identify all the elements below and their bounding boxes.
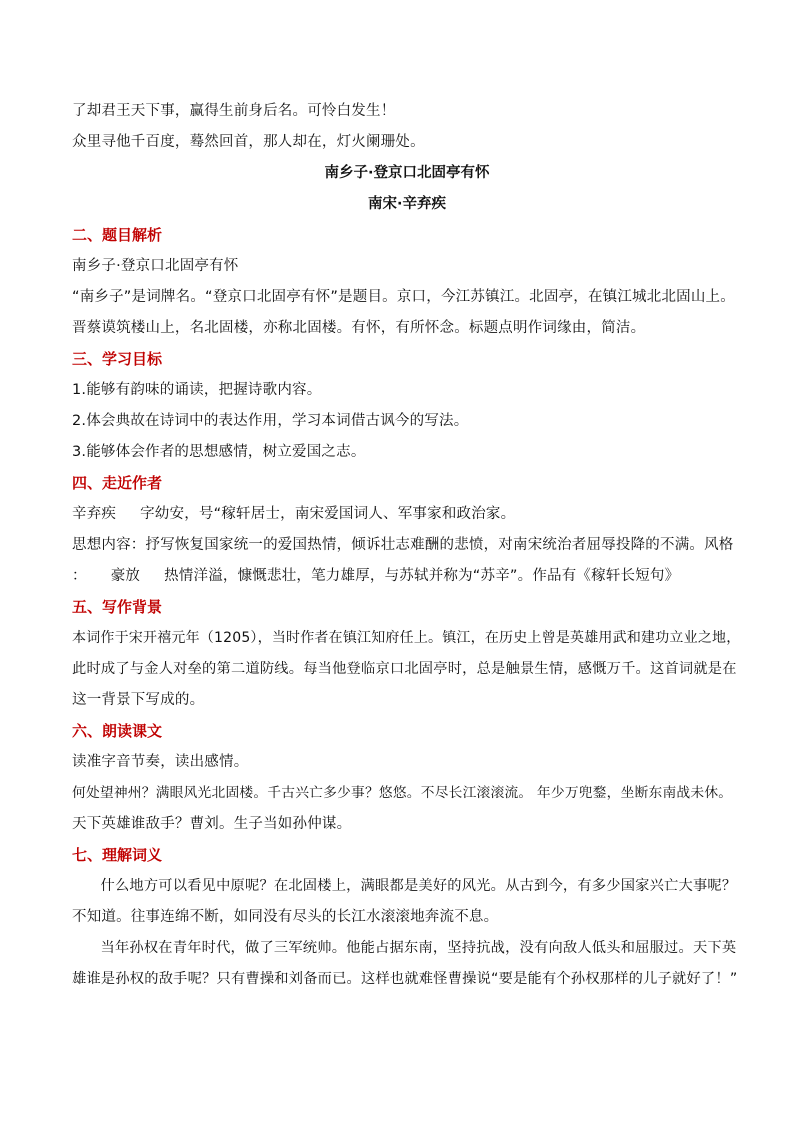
style-description: 热情洋溢，慷慨悲壮，笔力雄厚，与苏轼并称为“苏辛”。作品有《稼轩长短句》 (164, 568, 680, 584)
author-description: 字幼安，号“稼轩居士，南宋爱国词人、军事家和政治家。 (140, 506, 516, 522)
author-style (72, 561, 742, 592)
author-thought: 思想内容：抒写恢复国家统一的爱国热情，倾诉壮志难酬的悲愤，对南宋统治者屈辱投降的不满。风格 (72, 537, 734, 553)
goal-item-2: 2.体会典故在诗词中的表达作用，学习本词借古讽今的写法。 (72, 413, 469, 429)
section-heading-background: 五、写作背景 (72, 598, 163, 616)
poem-title: 南乡子·登京口北固亭有怀 (324, 165, 490, 181)
intro-line-2: 众里寻他千百度，蓦然回首，那人却在，灯火阑珊处。 (72, 134, 425, 150)
section2-line-1: 南乡子·登京口北固亭有怀 (72, 258, 239, 274)
section-heading-reading: 六、朗读课文 (72, 722, 163, 740)
poem-author: 南宋·辛弃疾 (367, 196, 446, 212)
document-page (72, 96, 742, 995)
meaning-para2-line-2: 雄谁是孙权的敌手呢？只有曹操和刘备而已。这样也就难怪曹操说“要是能有个孙权那样的儿子就好了！” (72, 971, 738, 987)
background-line-3: 这一背景下写成的。 (72, 692, 205, 708)
style-word: 豪放 (110, 568, 141, 584)
goal-item-3: 3.能够体会作者的思想感情，树立爱国之志。 (72, 444, 366, 460)
background-line-2: 此时成了与金人对垒的第二道防线。每当他登临京口北固亭时，总是触景生情，感慨万千。这首词就是在 (72, 661, 737, 677)
reading-line-1: 读准字音节奏，读出感情。 (72, 754, 249, 770)
section-heading-title-analysis: 二、题目解析 (72, 226, 163, 244)
section-heading-author: 四、走近作者 (72, 474, 163, 492)
background-line-1: 本词作于宋开禧元年（1205），当时作者在镇江知府任上。镇江，在历史上曾是英雄用武和建功立业之地， (72, 630, 741, 646)
meaning-para2-line-1: 当年孙权在青年时代，做了三军统帅。他能占据东南，坚持抗战，没有向敌人低头和屈服过。天下英 (100, 940, 737, 956)
meaning-para1-line-2: 不知道。往事连绵不断，如同没有尽头的长江水滚滚地奔流不息。 (72, 909, 499, 925)
goal-item-1: 1.能够有韵味的诵读，把握诗歌内容。 (72, 382, 322, 398)
meaning-para1-line-1: 什么地方可以看见中原呢？在北固楼上，满眼都是美好的风光。从古到今，有多少国家兴亡大事呢？ (100, 878, 737, 894)
intro-line-1: 了却君王天下事，赢得生前身后名。可怜白发生！ (72, 103, 396, 119)
reading-line-3: 天下英雄谁敌手？曹刘。生子当如孙仲谋。 (72, 816, 352, 832)
section-heading-meaning: 七、理解词义 (72, 846, 163, 864)
reading-line-2: 何处望神州？满眼风光北固楼。千古兴亡多少事？悠悠。不尽长江滚滚流。 年少万兜鍪，坐断东南战未休。 (72, 785, 733, 801)
section2-line-3: 晋蔡谟筑楼山上，名北固楼，亦称北固楼。有怀，有所怀念。标题点明作词缘由，简洁。 (72, 320, 646, 336)
section-heading-learning-goals: 三、学习目标 (72, 350, 163, 368)
style-colon: ： (72, 568, 87, 584)
section2-line-2: “南乡子”是词牌名。“登京口北固亭有怀”是题目。京口，今江苏镇江。北固亭，在镇江城北北固山上。 (72, 289, 735, 305)
author-intro (72, 499, 742, 530)
author-name: 辛弃疾 (72, 506, 117, 522)
